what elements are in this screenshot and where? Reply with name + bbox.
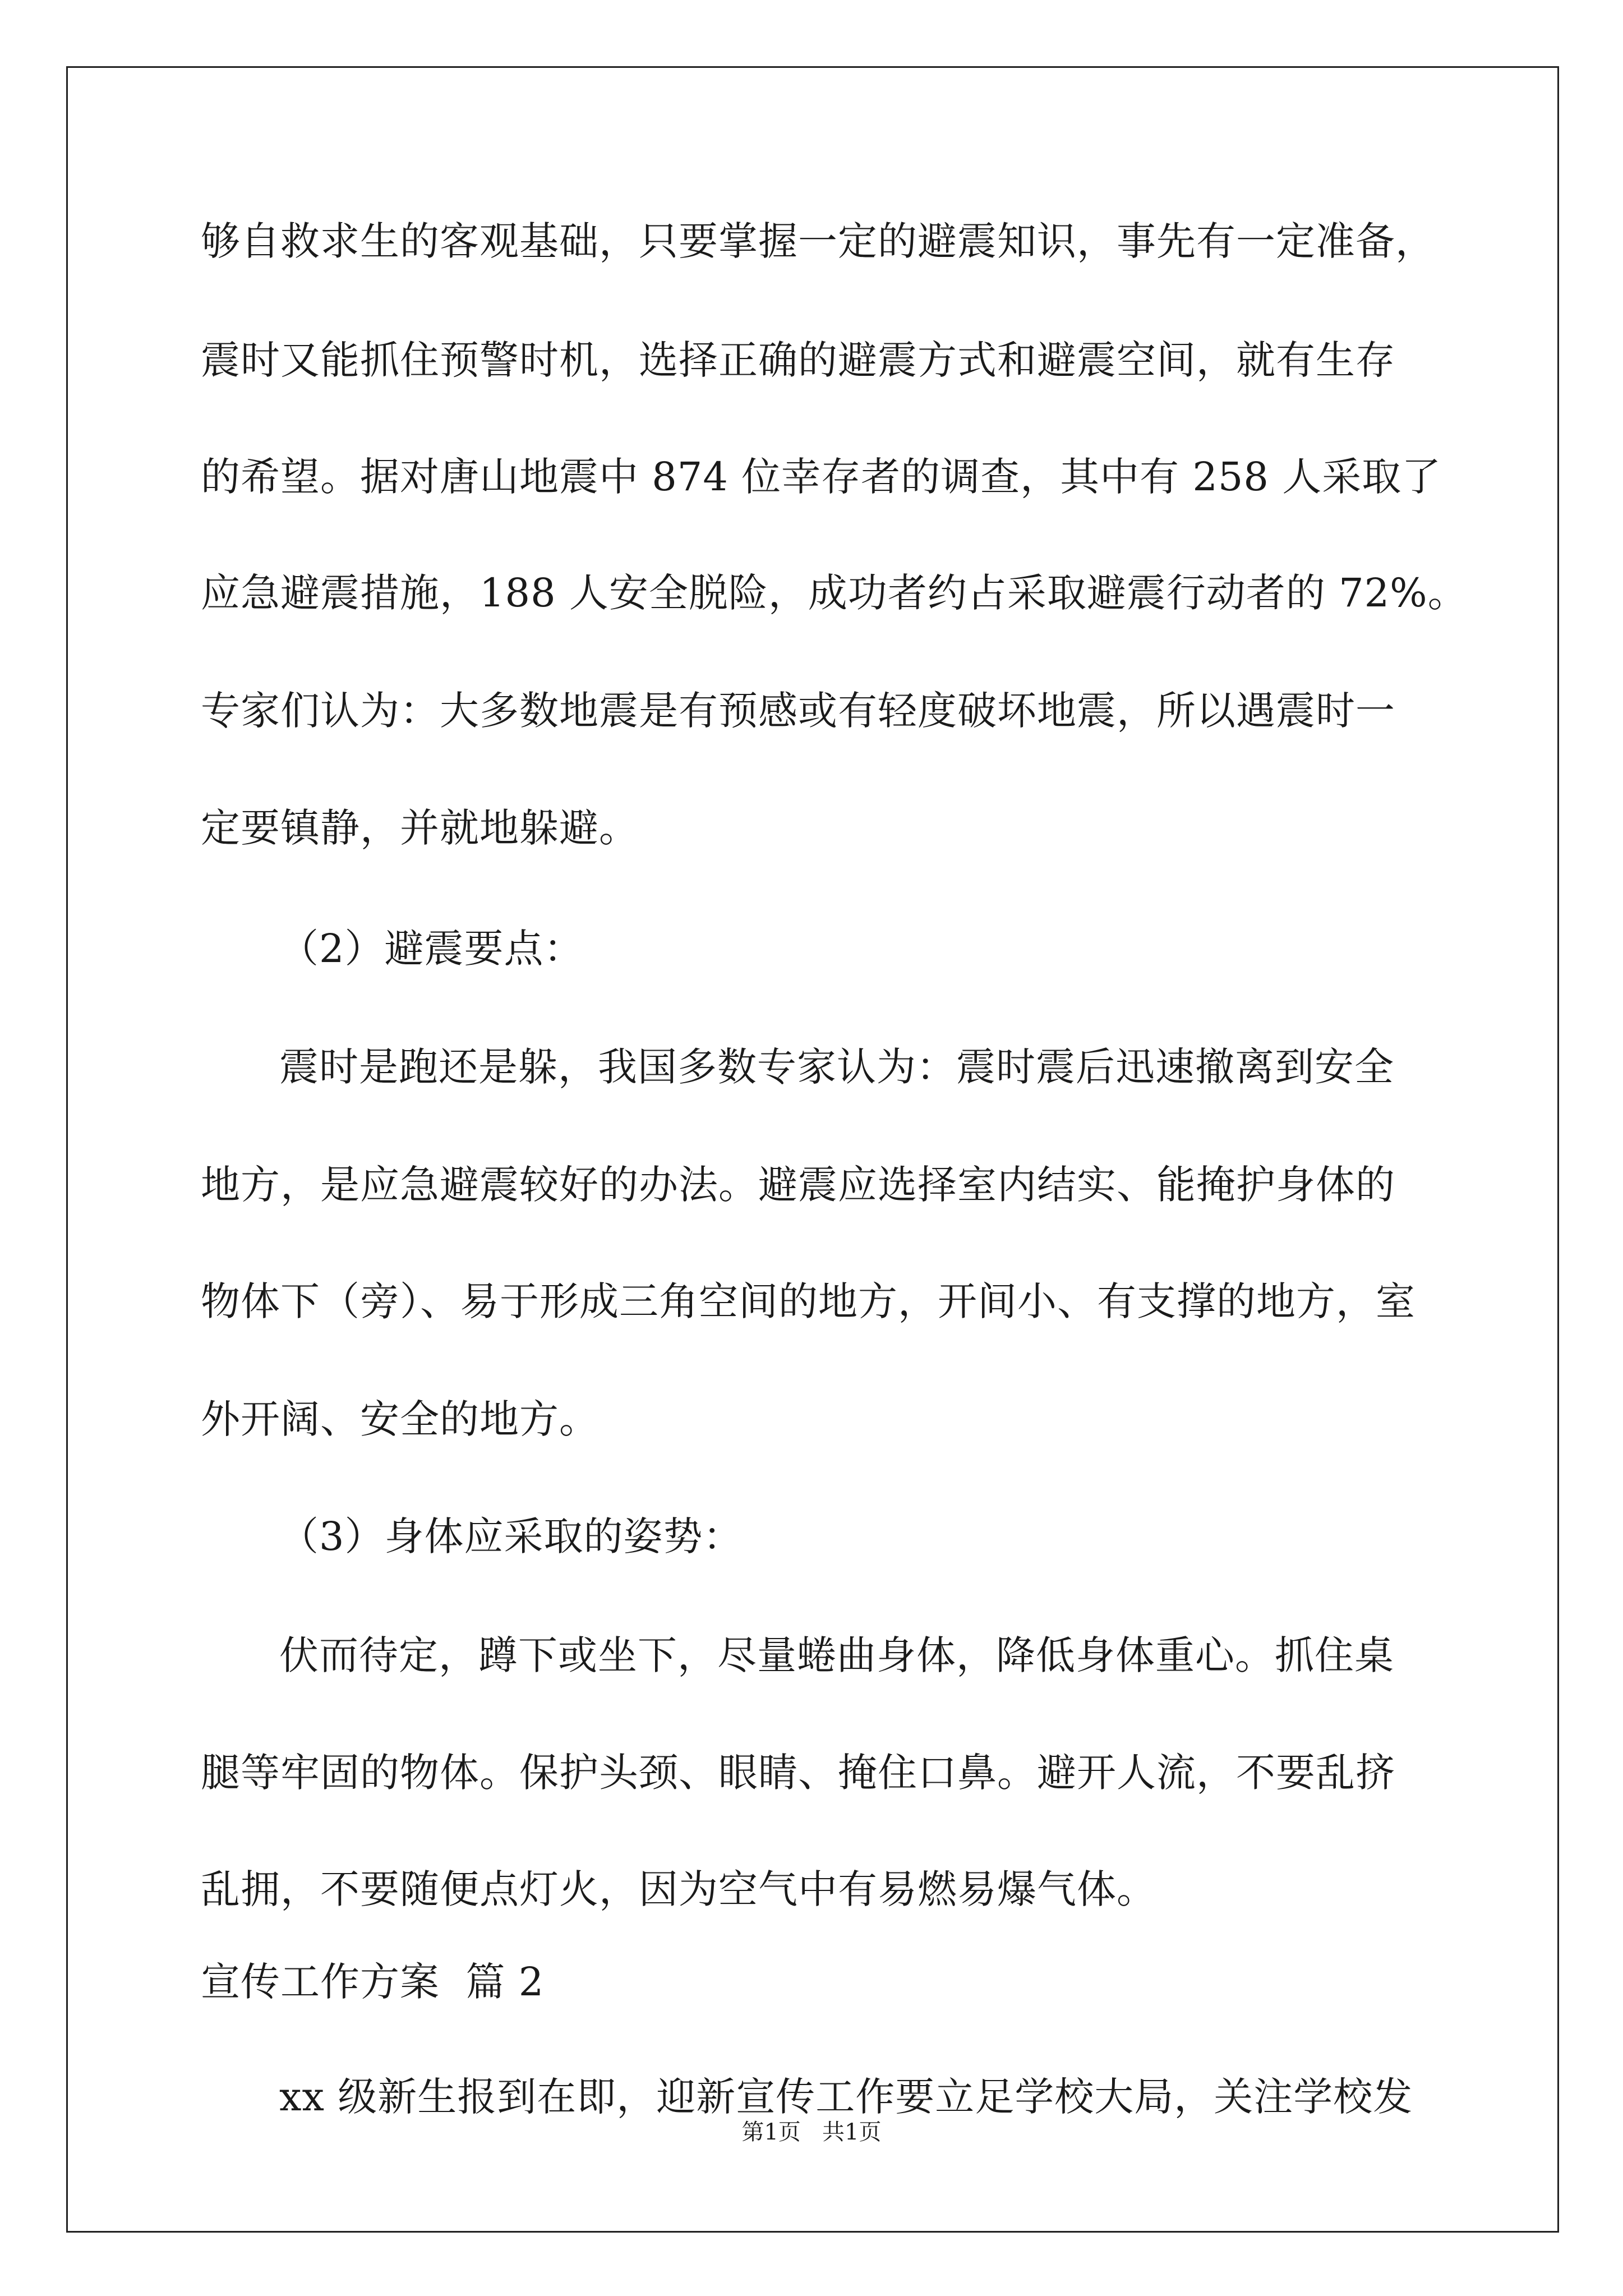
paragraph-line: 伏而待定，蹲下或坐下，尽量蜷曲身体，降低身体重心。抓住桌: [279, 1632, 1394, 1678]
paragraph-line: 地方，是应急避震较好的办法。避震应选择室内结实、能掩护身体的: [201, 1162, 1395, 1208]
paragraph-line: 专家们认为：大多数地震是有预感或有轻度破坏地震，所以遇震时一: [201, 688, 1395, 734]
subheading-avoidance-points: （2）避震要点：: [279, 926, 584, 972]
paragraph-line: 定要镇静，并就地躲避。: [201, 805, 639, 851]
paragraph-line: 震时又能抓住预警时机，选择正确的避震方式和避震空间，就有生存: [201, 337, 1395, 383]
paragraph-line: xx 级新生报到在即，迎新宣传工作要立足学校大局，关注学校发: [279, 2074, 1413, 2120]
paragraph-line: 应急避震措施，188 人安全脱险，成功者约占采取避震行动者的 72%。: [201, 570, 1468, 616]
paragraph-line: 物体下（旁）、易于形成三角空间的地方，开间小、有支撑的地方，室: [201, 1278, 1415, 1324]
paragraph-line: 乱拥，不要随便点灯火，因为空气中有易燃易爆气体。: [201, 1866, 1156, 1912]
paragraph-line: 腿等牢固的物体。保护头颈、眼睛、掩住口鼻。避开人流，不要乱挤: [201, 1750, 1395, 1796]
paragraph-line: 够自救求生的客观基础，只要掌握一定的避震知识，事先有一定准备，: [201, 218, 1435, 264]
page-footer: 第1页 共1页: [741, 2119, 882, 2145]
paragraph-line: 震时是跑还是躲，我国多数专家认为：震时震后迅速撤离到安全: [279, 1044, 1394, 1090]
subheading-body-posture: （3）身体应采取的姿势：: [279, 1513, 743, 1559]
section-heading: 宣传工作方案 篇 2: [201, 1959, 545, 2005]
paragraph-line: 的希望。据对唐山地震中 874 位幸存者的调查，其中有 258 人采取了: [201, 454, 1442, 500]
paragraph-line: 外开阔、安全的地方。: [201, 1396, 599, 1442]
